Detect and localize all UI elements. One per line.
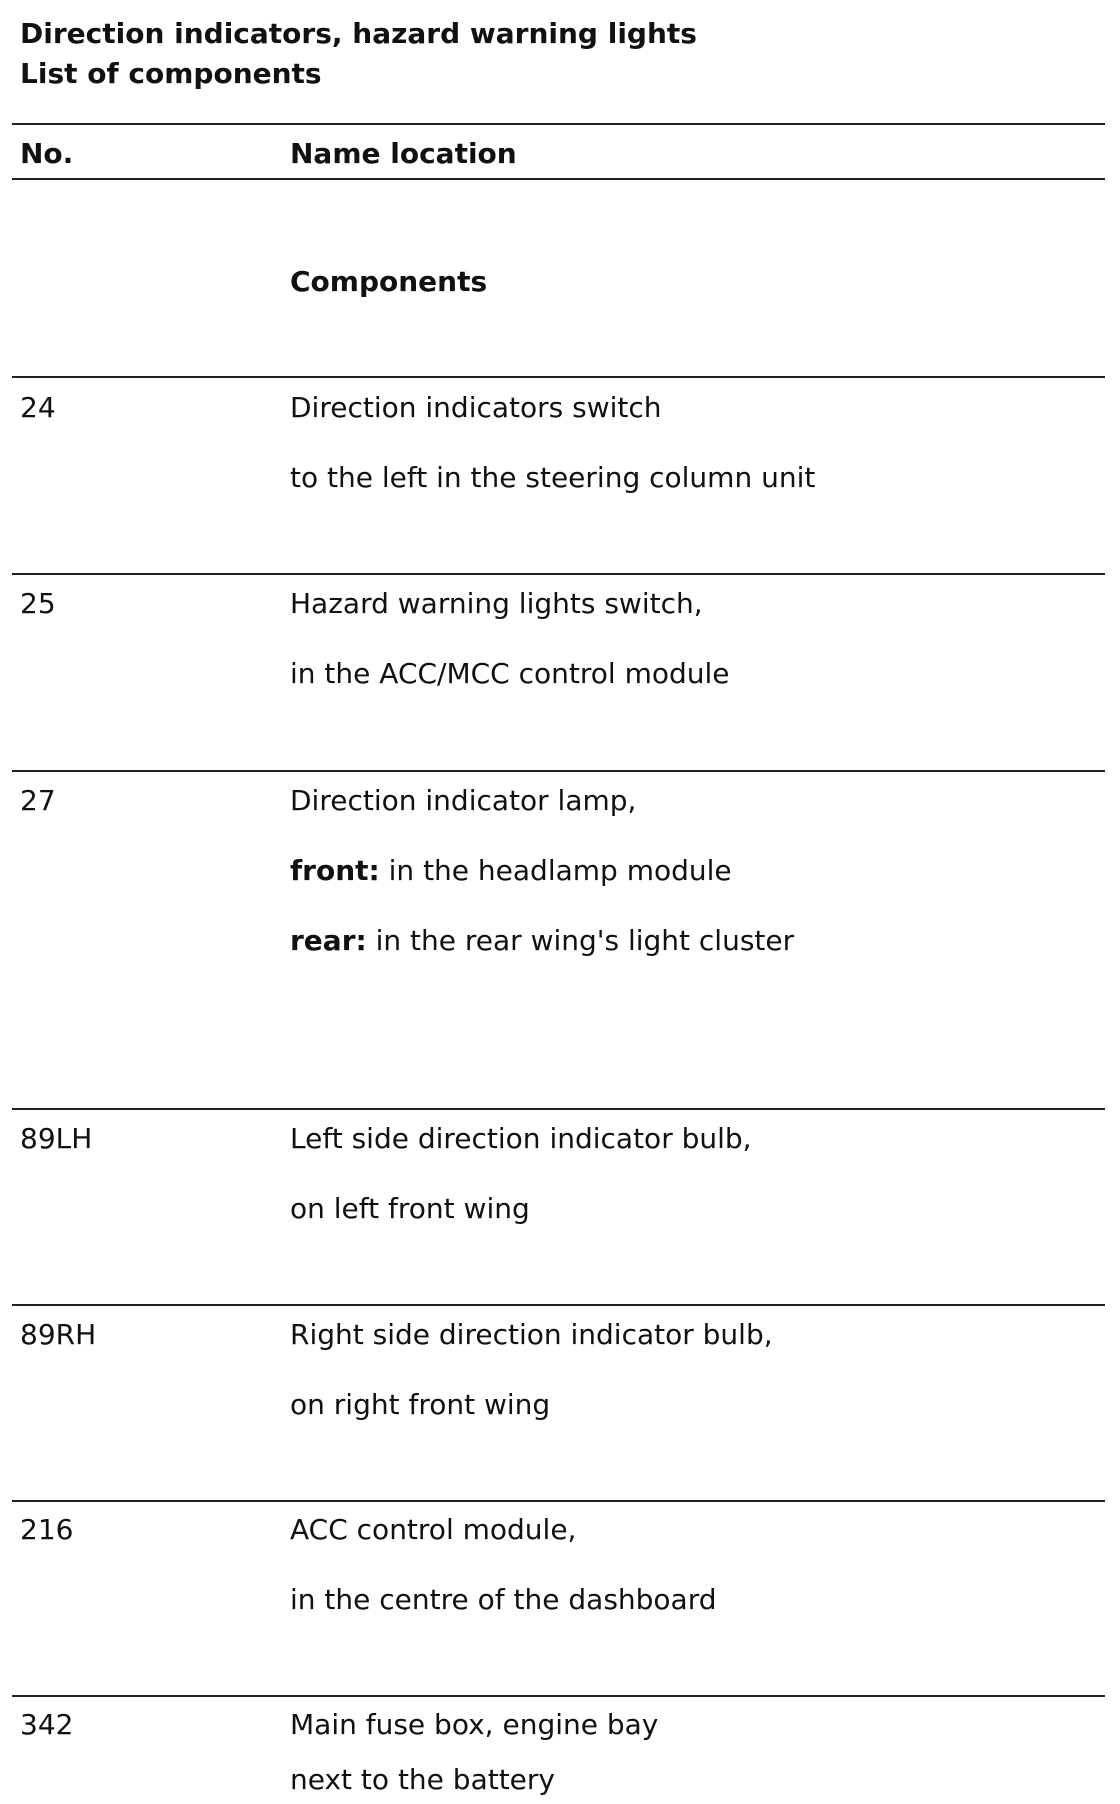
row-name: Main fuse box, engine bay <box>290 1708 659 1741</box>
row-divider <box>12 1108 1105 1110</box>
row-location-label: rear: <box>290 924 367 957</box>
row-number: 24 <box>20 391 56 424</box>
header-top-rule <box>12 123 1105 125</box>
row-location-front <box>290 855 732 887</box>
row-number: 89RH <box>20 1318 97 1351</box>
row-number: 27 <box>20 784 56 817</box>
row-divider <box>12 770 1105 772</box>
row-location-text: in the headlamp module <box>379 854 732 887</box>
row-divider <box>12 1304 1105 1306</box>
row-divider <box>12 376 1105 378</box>
row-name: Direction indicators switch <box>290 391 662 424</box>
row-name: Hazard warning lights switch, <box>290 587 703 620</box>
section-heading: Components <box>290 265 488 298</box>
row-location: to the left in the steering column unit <box>290 461 816 494</box>
row-number: 25 <box>20 587 56 620</box>
row-divider <box>12 573 1105 575</box>
row-divider <box>12 1500 1105 1502</box>
document-title-line-1: Direction indicators, hazard warning lights <box>20 17 697 50</box>
document-title <box>20 14 697 94</box>
row-location: in the centre of the dashboard <box>290 1583 717 1616</box>
row-location: on right front wing <box>290 1388 551 1421</box>
header-bottom-rule <box>12 178 1105 180</box>
row-location: on left front wing <box>290 1192 530 1225</box>
column-header-name-location: Name location <box>290 137 517 170</box>
row-name: ACC control module, <box>290 1513 577 1546</box>
row-name: Left side direction indicator bulb, <box>290 1122 752 1155</box>
document-title-line-2: List of components <box>20 57 322 90</box>
row-name: Direction indicator lamp, <box>290 784 637 817</box>
row-name: Right side direction indicator bulb, <box>290 1318 773 1351</box>
column-header-no: No. <box>20 137 74 170</box>
row-location-text: in the rear wing's light cluster <box>366 924 795 957</box>
row-location: in the ACC/MCC control module <box>290 657 730 690</box>
row-divider <box>12 1695 1105 1697</box>
row-location-rear <box>290 925 794 957</box>
row-number: 342 <box>20 1708 74 1741</box>
row-number: 216 <box>20 1513 74 1546</box>
row-location: next to the battery <box>290 1763 555 1796</box>
row-number: 89LH <box>20 1122 93 1155</box>
row-location-label: front: <box>290 854 380 887</box>
